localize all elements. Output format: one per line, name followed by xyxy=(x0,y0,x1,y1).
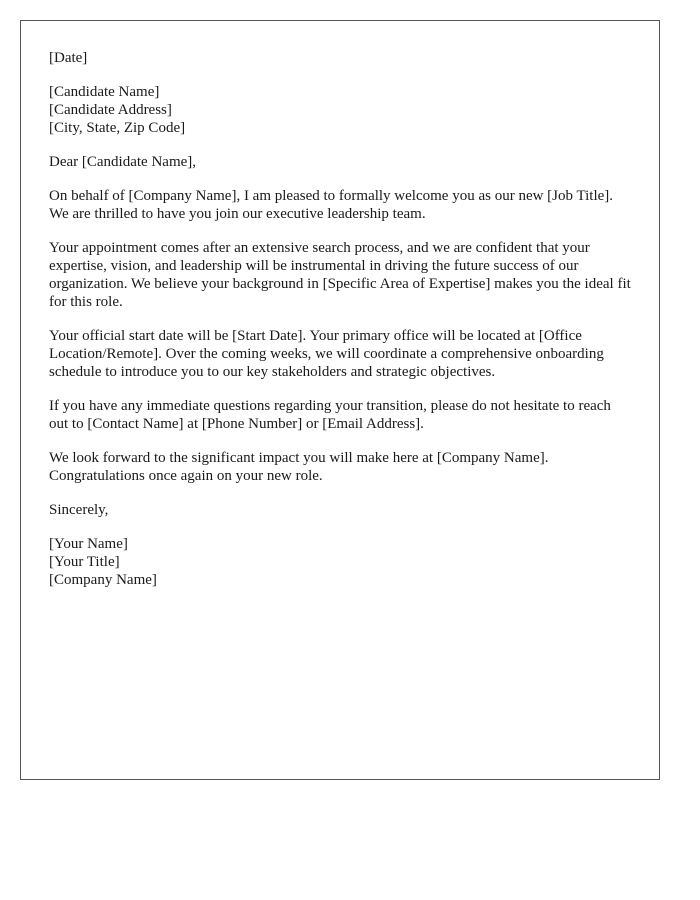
closing: Sincerely, xyxy=(49,502,109,518)
salutation: Dear [Candidate Name], xyxy=(49,154,197,170)
signature-title: [Your Title] xyxy=(49,554,120,570)
signature-block xyxy=(49,535,631,589)
body-paragraph: On behalf of [Company Name], I am pleased to formally welcome you as our new [Job Title]. We are thrilled to have you join our executive leadership team. xyxy=(49,188,614,222)
signature-name: [Your Name] xyxy=(49,536,128,552)
signature-company: [Company Name] xyxy=(49,572,157,588)
recipient-address: [Candidate Address] xyxy=(49,102,172,118)
body-paragraph: If you have any immediate questions regarding your transition, please do not hesitate to reach out to [Contact Name] at [Phone Number] or [Email Address]. xyxy=(49,398,611,432)
body-paragraph: Your appointment comes after an extensive search process, and we are confident that your expertise, vision, and leadership will be instrumental in driving the future success of our organization. We believe your background in [Specific Area of Expertise] makes you the ideal fit for this role. xyxy=(49,240,631,310)
recipient-city-state-zip: [City, State, Zip Code] xyxy=(49,120,186,136)
letter-page xyxy=(20,20,660,780)
body-paragraph: Your official start date will be [Start Date]. Your primary office will be located at [Office Location/Remote]. Over the coming weeks, we will coordinate a comprehensive onboarding schedule to introduce you to our key stakeholders and strategic objectives. xyxy=(49,328,604,380)
letter-date: [Date] xyxy=(49,50,88,66)
body-paragraph: We look forward to the significant impact you will make here at [Company Name]. Congratulations once again on your new role. xyxy=(49,450,549,484)
recipient-name: [Candidate Name] xyxy=(49,84,160,100)
recipient-address-block xyxy=(49,83,631,137)
